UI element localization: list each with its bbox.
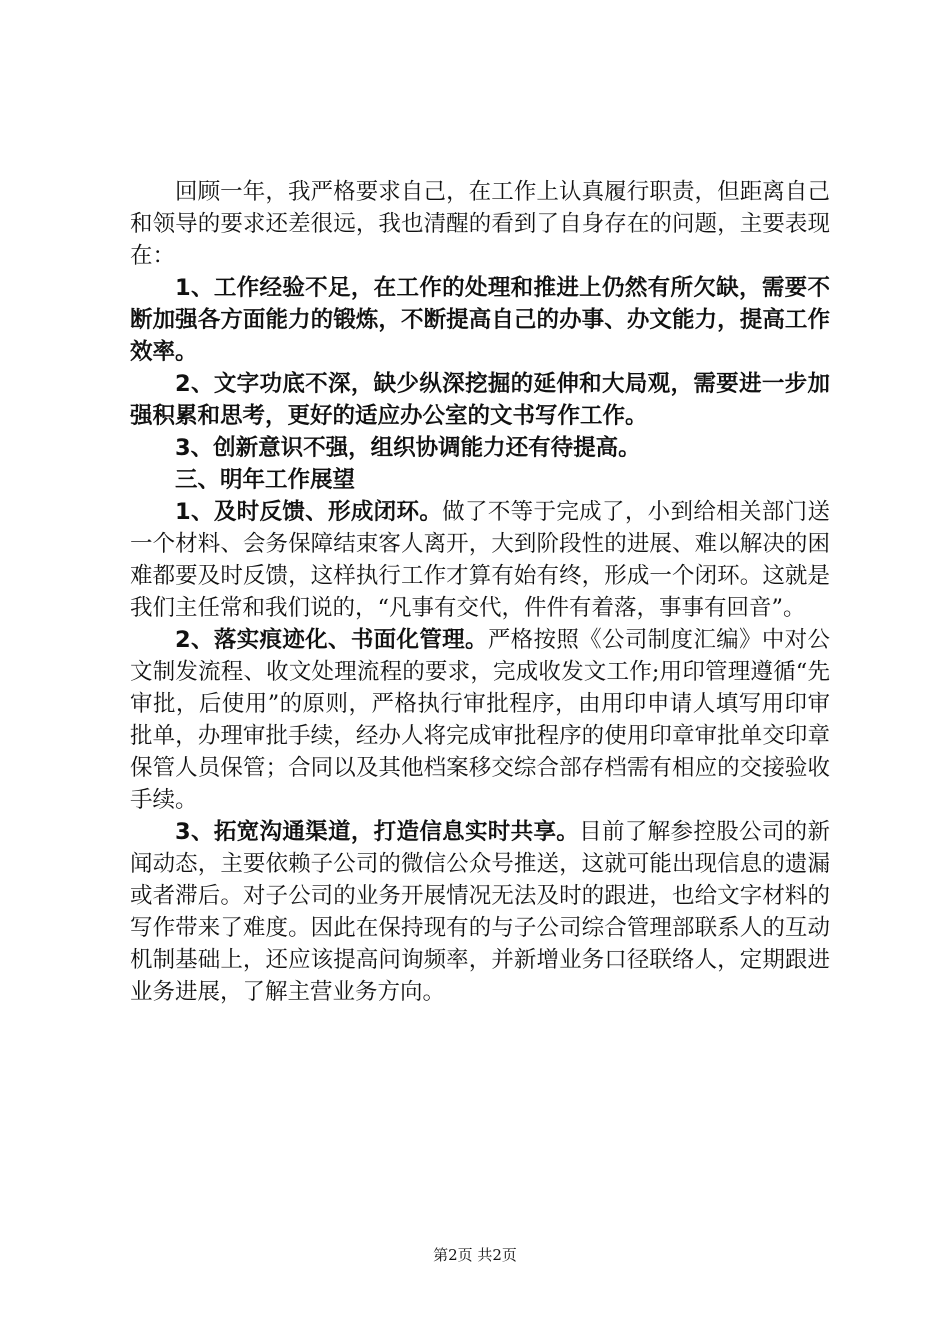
paragraph-intro: 回顾一年，我严格要求自己，在工作上认真履行职责，但距离自己和领导的要求还差很远，我也清醒的看到了自身存在的问题，主要表现在： — [130, 179, 830, 269]
paragraph-issue-2: 2、文字功底不深，缺少纵深挖掘的延伸和大局观，需要进一步加强积累和思考，更好的适应办公室的文书写作工作。 — [130, 371, 830, 429]
document-body — [130, 176, 830, 1008]
paragraph-issue-3: 3、创新意识不强，组织协调能力还有待提高。 — [175, 435, 641, 461]
paragraph-plan-1: 1、及时反馈、形成闭环。做了不等于完成了，小到给相关部门送一个材料、会务保障结束客人离开，大到阶段性的进展、难以解决的困难都要及时反馈，这样执行工作才算有始有终，形成一个闭环。这就是我们主任常和我们说的，“凡事有交代，件件有着落，事事有回音”。 — [130, 499, 830, 621]
paragraph-issue-1: 1、工作经验不足，在工作的处理和推进上仍然有所欠缺，需要不断加强各方面能力的锻炼，不断提高自己的办事、办文能力，提高工作效率。 — [130, 275, 830, 365]
paragraph-plan-2: 2、落实痕迹化、书面化管理。严格按照《公司制度汇编》中对公文制发流程、收文处理流程的要求，完成收发文工作;用印管理遵循“先审批，后使用”的原则，严格执行审批程序，由用印申请人填写用印审批单，办理审批手续，经办人将完成审批程序的使用印章审批单交印章保管人员保管；合同以及其他档案移交综合部存档需有相应的交接验收手续。 — [130, 627, 830, 813]
page-footer: 第2页 共2页 — [433, 1246, 517, 1264]
paragraph-plan-3: 3、拓宽沟通渠道，打造信息实时共享。目前了解参控股公司的新闻动态，主要依赖子公司的微信公众号推送，这就可能出现信息的遗漏或者滞后。对子公司的业务开展情况无法及时的跟进，也给文字材料的写作带来了难度。因此在保持现有的与子公司综合管理部联系人的互动机制基础上，还应该提高问询频率，并新增业务口径联络人，定期跟进业务进展，了解主营业务方向。 — [130, 819, 830, 1005]
section-heading: 三、明年工作展望 — [175, 467, 356, 493]
